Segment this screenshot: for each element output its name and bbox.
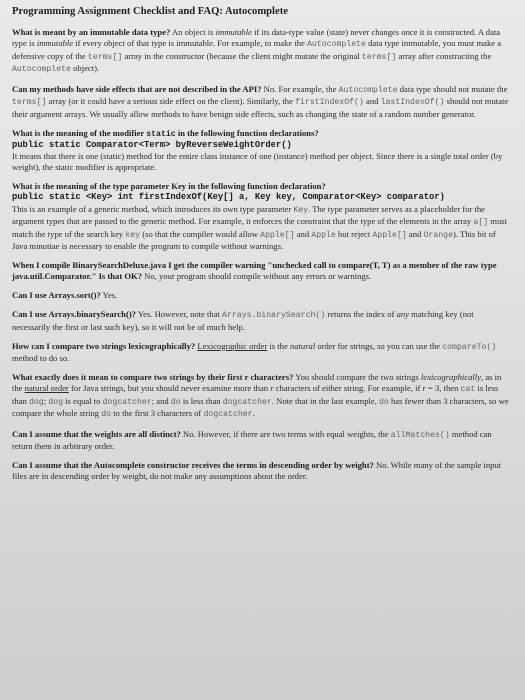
answer-text: order for strings, so you can use the <box>315 340 443 351</box>
question: When I compile BinarySearchDeluxe.java I get the compiler warning "unchecked call to compare(T, T) as a member of the raw type java.util.Comparator." Is that OK? <box>12 260 497 281</box>
code-inline: a[] <box>473 218 489 227</box>
answer-emph: any <box>396 309 410 319</box>
answer-text: if every object of that type is immutable. For example, to make the <box>73 38 307 48</box>
answer-text: No. However, if there are two terms with equal weights, the <box>180 428 391 439</box>
code-inline: dog <box>28 397 44 407</box>
answer-text: = 3, then <box>425 383 461 393</box>
answer-text: characters of either string. For example, if <box>273 383 423 393</box>
question: Can I assume that the Autocomplete constructor receives the terms in descending order by weight? <box>12 460 374 470</box>
answer-text: object). <box>70 63 100 73</box>
faq-arrays-sort <box>12 290 513 301</box>
answer-text: . Note that in the last example, <box>271 395 379 406</box>
answer-emph: lexicographically <box>420 372 482 382</box>
answer-text: Yes. However, note that <box>135 309 223 319</box>
code-inline: dogcatcher <box>203 410 253 419</box>
code-inline: cat <box>460 385 476 394</box>
faq-type-parameter <box>12 181 513 252</box>
answer-text: array after constructing the <box>396 50 492 61</box>
code-inline: Apple[] <box>372 230 407 240</box>
answer-text: No. While many of the sample input files are in descending order by weight, do not make any assumptions about the order. <box>12 460 502 481</box>
code-inline: Autocomplete <box>306 40 366 49</box>
code-inline: Apple[] <box>260 230 295 240</box>
code-inline: dogcatcher <box>222 397 272 407</box>
answer-text: is the <box>267 340 290 351</box>
code-inline: allMatches() <box>390 430 450 440</box>
code-inline: lastIndexOf() <box>380 98 445 107</box>
answer-emph: immutable <box>215 27 252 37</box>
answer-text: has fewer than 3 characters, so we compare the whole string <box>12 395 509 418</box>
code-inline: key <box>125 230 141 240</box>
question: How can I compare two strings lexicographically? <box>12 340 196 351</box>
question: What is meant by an immutable data type? <box>12 27 171 37</box>
faq-side-effects <box>12 84 513 120</box>
answer-text: returns the index of <box>325 309 397 319</box>
code-inline: do <box>170 397 181 407</box>
natural-order-link[interactable]: natural order <box>24 383 69 393</box>
code-inline: Autocomplete <box>338 85 398 95</box>
faq-descending-order <box>12 460 513 482</box>
question: Can my methods have side effects that are not described in the API? <box>12 83 262 94</box>
code-inline: do <box>379 397 389 407</box>
answer-text: array (or it could have a serious side effect on the client). Similarly, the <box>46 96 296 106</box>
answer-text: No. For example, the <box>261 83 339 94</box>
faq-immutable <box>12 27 513 76</box>
faq-first-r-characters <box>12 372 513 421</box>
question: What is the meaning of the type parameter Key in the following function declaration? <box>12 181 326 192</box>
question-tail: in the following function declarations? <box>175 127 319 138</box>
answer-text: You should compare the two strings <box>293 372 421 382</box>
answer-text: It means that there is one (static) method for the entire class instance of one (instance) method per object. Since there is a single total order (by weight), the static modifier is appropriate. <box>12 151 503 173</box>
question: What exactly does it mean to compare two strings by their first r characters? <box>12 372 294 382</box>
code-inline: terms[] <box>361 52 397 62</box>
answer-text: No, your program should compile without any errors or warnings. <box>142 271 372 281</box>
question: Can I assume that the weights are all distinct? <box>12 428 181 439</box>
answer-text: array in the constructor (because the client might mutate the original <box>122 50 362 61</box>
code-inline: dog <box>48 397 63 407</box>
answer-text: should not mutate their argument arrays. We usually allow methods to have benign side effects, such as changing the state of a random number generator. <box>12 96 509 119</box>
answer-text: Yes. <box>100 290 118 300</box>
answer-emph: natural <box>289 340 316 351</box>
question: Can I use Arrays.sort()? <box>12 290 101 300</box>
faq-distinct-weights <box>12 429 513 453</box>
answer-text: An object is <box>170 27 216 37</box>
answer-text: data type should not mutate the <box>397 83 508 94</box>
faq-static-modifier <box>12 128 513 174</box>
code-inline: Arrays.binarySearch() <box>222 311 326 320</box>
answer-text: ). This bit of Java minutiae is necessary to enable the program to compile without warnings. <box>12 228 496 251</box>
answer-text: method to do so. <box>12 353 70 363</box>
answer-text: ; <box>43 395 49 406</box>
answer-text: is less than <box>180 395 223 406</box>
question-code: static <box>146 129 176 139</box>
lexicographic-order-link[interactable]: Lexicographic order <box>197 340 268 351</box>
answer-emph: r <box>422 383 426 393</box>
answer-text: , as in the <box>12 372 502 393</box>
answer-text: . <box>252 408 255 418</box>
answer-text: and <box>363 96 381 106</box>
answer-text: is equal to <box>63 395 103 406</box>
code-declaration: public static Comparator<Term> byReverseWeightOrder() <box>12 140 292 150</box>
answer-text: but reject <box>335 228 373 239</box>
page-title: Programming Assignment Checklist and FAQ: Autocomplete <box>12 6 288 17</box>
answer-text: must match the type of the search key <box>12 216 507 239</box>
code-inline: do <box>101 410 112 419</box>
answer-text: and <box>406 228 424 239</box>
answer-text: This is an example of a generic method, which introduces its own type parameter <box>12 203 294 214</box>
faq-binary-search <box>12 309 513 333</box>
code-inline: compareTo() <box>442 342 497 352</box>
answer-text: data type immutable, you must make a defensive copy of the <box>12 38 502 61</box>
answer-text: matching key (not necessarily the first or last such key), so it will not be of much help. <box>12 309 474 332</box>
faq-compiler-warning <box>12 260 513 282</box>
answer-text: for Java strings, but you should never examine more than <box>68 383 271 393</box>
code-inline: Autocomplete <box>12 65 71 74</box>
question: What is the meaning of the modifier <box>12 127 147 138</box>
code-inline: Orange <box>423 230 453 240</box>
answer-emph: r <box>270 383 274 393</box>
answer-text: if its data-type value (state) never changes once it is constructed. A data type is <box>12 27 501 48</box>
code-inline: Key <box>293 205 309 215</box>
answer-emph: immutable <box>36 38 74 48</box>
answer-text: method can return them in arbitrary order. <box>12 428 492 451</box>
code-inline: Apple <box>311 230 336 240</box>
code-inline: firstIndexOf() <box>295 98 364 107</box>
question: Can I use Arrays.binarySearch()? <box>12 309 136 319</box>
code-inline: terms[] <box>87 52 123 62</box>
answer-text: is less than <box>12 383 499 406</box>
code-inline: dogcatcher <box>102 397 152 407</box>
answer-text: (so that the compiler would allow <box>140 228 261 239</box>
code-inline: terms[] <box>12 98 47 107</box>
answer-text: to the first 3 characters of <box>111 408 204 418</box>
faq-compare-strings <box>12 341 513 365</box>
code-declaration: public static <Key> int firstIndexOf(Key[] a, Key key, Comparator<Key> comparator) <box>12 192 445 203</box>
answer-text: ; and <box>151 395 171 406</box>
answer-text: . The type parameter serves as a placeholder for the argument types that are passed to the generic method. For example, it enforces the constraint that the type of the elements in the array <box>12 203 485 226</box>
answer-text: and <box>294 228 312 239</box>
